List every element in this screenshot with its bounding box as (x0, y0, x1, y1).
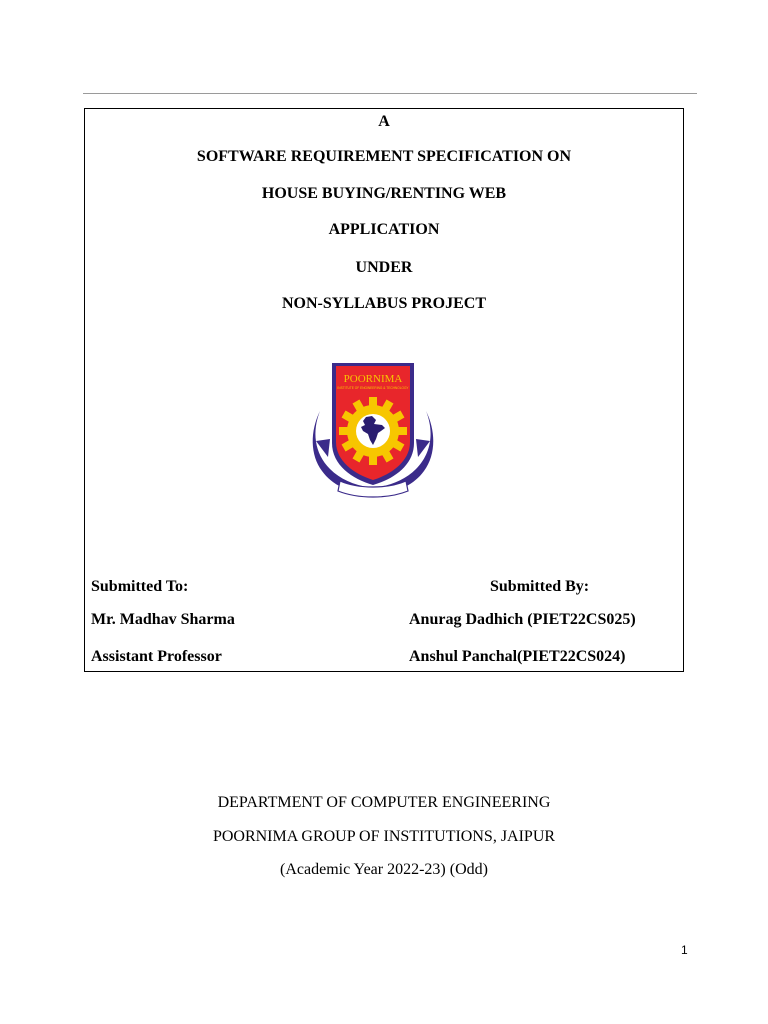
submitted-to-heading: Submitted To: (91, 578, 189, 595)
title-box (84, 108, 684, 672)
academic-year: (Academic Year 2022-23) (Odd) (280, 861, 488, 878)
title-line-category: NON-SYLLABUS PROJECT (281, 295, 487, 312)
submitted-by-heading: Submitted By: (490, 578, 590, 595)
title-line-project: HOUSE BUYING/RENTING WEB (261, 185, 507, 202)
student-2: Anshul Panchal(PIET22CS024) (409, 648, 626, 665)
top-rule (83, 93, 697, 94)
title-line-application: APPLICATION (328, 221, 440, 238)
student-1: Anurag Dadhich (PIET22CS025) (409, 611, 636, 628)
supervisor-name: Mr. Madhav Sharma (91, 611, 235, 628)
title-line-a: A (378, 113, 390, 130)
supervisor-designation: Assistant Professor (91, 648, 222, 665)
poornima-logo-icon (310, 361, 436, 499)
page-number: 1 (681, 943, 688, 957)
logo-subtext: INSTITUTE OF ENGINEERING & TECHNOLOGY (337, 386, 409, 390)
title-line-under: UNDER (355, 259, 413, 276)
logo-text: POORNIMA (343, 373, 403, 385)
institution-name: POORNIMA GROUP OF INSTITUTIONS, JAIPUR (212, 828, 556, 845)
department-name: DEPARTMENT OF COMPUTER ENGINEERING (217, 794, 551, 811)
title-line-srs: SOFTWARE REQUIREMENT SPECIFICATION ON (196, 148, 572, 165)
